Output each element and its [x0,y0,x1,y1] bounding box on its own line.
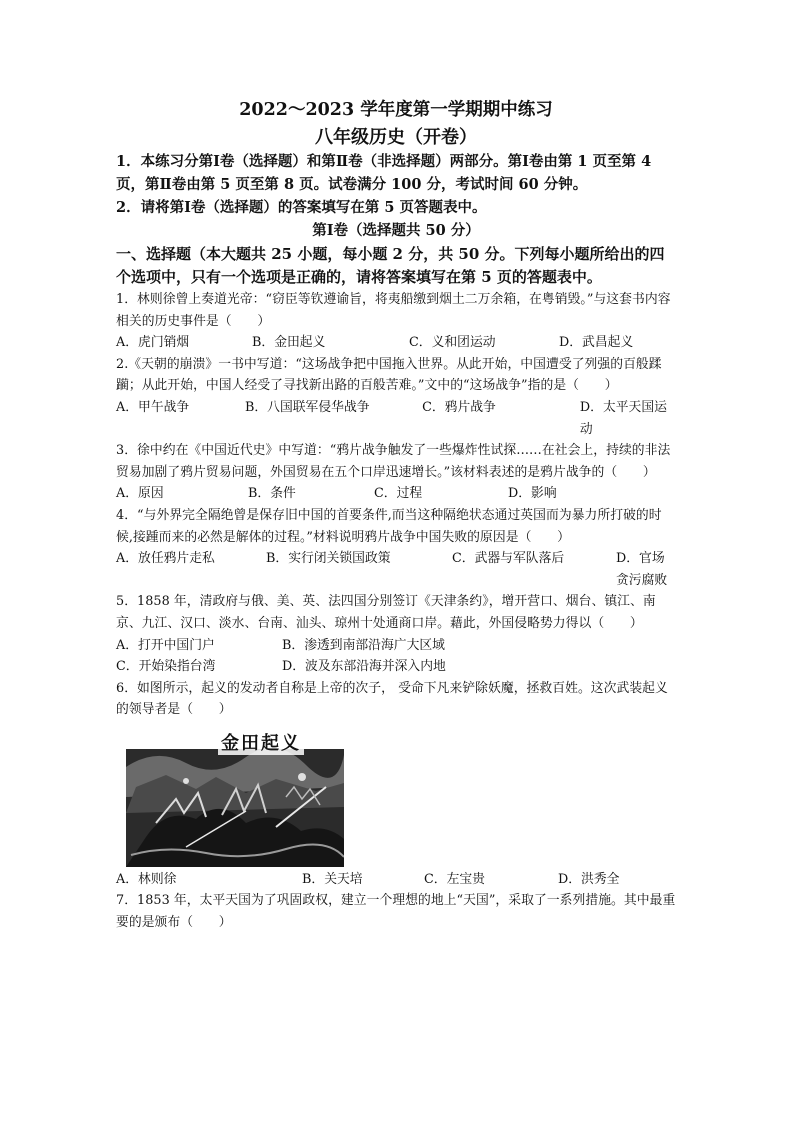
question-5-stem: 5．1858 年，清政府与俄、美、英、法四国分别签订《天津条约》，增开营口、烟台、镇江、南京、九江、汉口、淡水、台南、汕头、琼州十处通商口岸。藉此，外国侵略势力得以（ ） [116,594,656,631]
question-4-stem: 4．“与外界完全隔绝曾是保存旧中国的首要条件,而当这种隔绝状态通过英国而为暴力所打破的时候,接踵而来的必然是解体的过程。”材料说明鸦片战争中国失败的原因是（ ） [116,507,662,545]
option-c: C．过程 [374,486,423,502]
option-a: A．放任鸦片走私 [116,551,215,567]
option-b: B．关天培 [302,871,363,887]
option-d: D．官场贪污腐败 [616,551,668,588]
question-3-stem: 3．徐中约在《中国近代史》中写道：“鸦片战争触发了一些爆炸性试探……在社会上，持续的非法贸易加剧了鸦片贸易问题，外国贸易在五个口岸迅速增长。”该材料表述的是鸦片战争的（ ） [116,443,671,480]
option-b: B．条件 [248,486,296,502]
exam-subtitle: 八年级历史（开卷） [315,127,477,148]
exam-page [116,96,676,934]
question-5-options-row-2 [116,656,676,678]
option-a: A．打开中国门户 [116,637,215,653]
option-d: D．武昌起义 [559,335,634,351]
option-b: B．八国联军侵华战争 [244,399,370,415]
option-c: C．左宝贵 [424,871,485,887]
exam-title: 2022～2023 学年度第一学期期中练习 [239,100,553,120]
question-2-stem: 2.《天朝的崩溃》一书中写道：“这场战争把中国拖入世界。从此开始，中国遭受了列强的百般蹂躏；从此开始，中国人经受了寻找新出路的百般苦难。”文中的“这场战争”指的是（ ） [116,356,662,394]
option-b: B．渗透到南部沿海广大区域 [282,637,445,653]
question-2-options [116,397,676,440]
question-4-options [116,548,676,591]
question-1-stem: 1．林则徐曾上奏道光帝：“窃臣等钦遵谕旨，将夷船缴到烟土二万余箱，在粤销毁。”与这套书内容相关的历史事件是（ ） [116,292,671,329]
section-title: 第Ⅰ卷（选择题共 50 分） [312,222,480,239]
option-d: D．波及东部沿海并深入内地 [282,659,446,675]
question-6-stem: 6．如图所示，起义的发动者自称是上帝的次子， 受命下凡来铲除妖魔，拯救百姓。这次武装起义的领导者是（ ） [116,680,668,718]
option-c: C．鸦片战争 [422,399,496,415]
part-title: 一、选择题（本大题共 25 小题，每小题 2 分，共 50 分。下列每小题所给出的四个选项中，只有一个选项是正确的，请将答案填写在第 5 页的答题表中。 [116,245,665,286]
option-c: C．义和团运动 [409,335,496,351]
option-d: D．洪秀全 [558,871,620,887]
option-c: C．开始染指台湾 [116,659,216,675]
option-a: A．虎门销烟 [116,335,190,351]
option-b: B．实行闭关锁国政策 [266,551,391,567]
question-7-stem: 7．1853 年，太平天国为了巩固政权，建立一个理想的地上“天国”，采取了一系列措施。其中最重要的是颁布（ ） [116,893,676,931]
option-d: D．太平天国运动 [579,399,667,437]
option-a: A．甲午战争 [116,399,190,415]
question-3-options [116,483,676,505]
jintian-uprising-illustration [126,727,344,867]
instruction-1: 1．本练习分第Ⅰ卷（选择题）和第Ⅱ卷（非选择题）两部分。第Ⅰ卷由第 1 页至第 4 页，第Ⅱ卷由第 5 页至第 8 页。试卷满分 100 分，考试时间 60 分钟。 [116,153,652,193]
question-5-options-row-1 [116,635,676,657]
option-a: A．原因 [116,486,164,502]
option-b: B．金田起义 [252,335,326,351]
illustration-caption: 金田起义 [218,729,304,755]
instruction-2: 2．请将第Ⅰ卷（选择题）的答案填写在第 5 页答题表中。 [116,199,487,216]
option-a: A．林则徐 [116,871,177,887]
option-d: D．影响 [508,486,557,502]
option-c: C．武器与军队落后 [452,551,565,567]
question-1-options [116,332,676,354]
question-6-options [116,869,676,891]
